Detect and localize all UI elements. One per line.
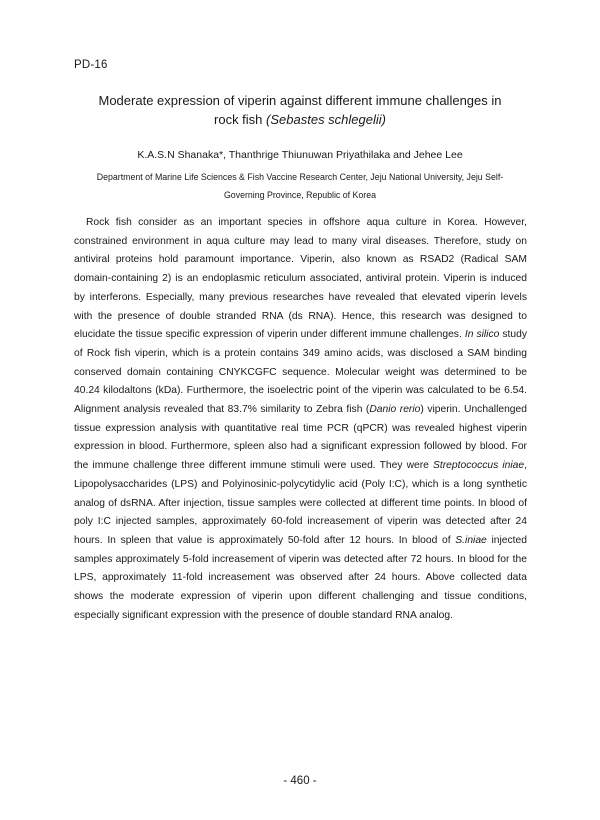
title-line-2: rock fish	[214, 112, 267, 127]
abstract-italic-2: Danio rerio	[369, 404, 421, 416]
page-number: - 460 -	[283, 775, 317, 787]
abstract-italic-4: S.iniae	[455, 534, 487, 546]
abstract-text-4: , Lipopolysaccharides (LPS) and Polyinosinic-polycytidylic acid (Poly I:C), which is a long synthetic analog of dsRNA. After injection, tissue samples were collected at different time points. In blood of poly I:C injected samples, approximately 60-fold increasement of viperin was detected after 24 hours. In spleen that value is approximately 50-fold after 12 hours. In blood of	[74, 460, 527, 546]
abstract-code: PD-16	[74, 59, 108, 71]
abstract-paragraph	[74, 214, 527, 625]
abstract-text-2: study of Rock fish viperin, which is a protein contains 349 amino acids, was disclosed a SAM binding conserved domain containing CNYKCGFC sequence. Molecular weight was determined to be 40.24 kilodaltons (kDa). Furthermore, the isoelectric point of the viperin was calculated to be 6.54. Alignment analysis revealed that 83.7% similarity to Zebra fish (	[74, 329, 527, 416]
affiliation-line-2: Governing Province, Republic of Korea	[223, 190, 377, 200]
author-list: K.A.S.N Shanaka*, Thanthrige Thiunuwan Priyathilaka and Jehee Lee	[137, 149, 463, 161]
abstract-text-5: injected samples approximately 5-fold increasement of viperin was detected after 72 hours. In blood for the LPS, approximately 11-fold increasement was observed after 24 hours. Above collected data shows the moderate expression of viperin upon different challenging and tissue conditions, especially significant expression with the presence of double standard RNA analog.	[74, 534, 527, 621]
abstract-italic-1: In silico	[464, 329, 500, 341]
affiliation-line-1: Department of Marine Life Sciences & Fish Vaccine Research Center, Jeju National University, Jeju Self-	[96, 172, 504, 182]
abstract-text-3: ) viperin. Unchallenged tissue expression analysis with quantitative real time PCR (qPCR) was revealed highest viperin expression in blood. Furthermore, spleen also had a significant expression followed by blood. For the immune challenge three different immune stimuli were used. They were	[74, 404, 527, 472]
title-line-1: Moderate expression of viperin against different immune challenges in	[98, 93, 502, 108]
abstract-body	[74, 214, 527, 625]
abstract-title	[60, 91, 540, 129]
abstract-italic-3: Streptococcus iniae	[433, 460, 525, 472]
title-species: (Sebastes schlegelii)	[266, 112, 386, 127]
abstract-text-1: Rock fish consider as an important species in offshore aqua culture in Korea. However, constrained environment in aqua culture may lead to many viral diseases. Therefore, study on antiviral proteins hold paramount importance. Viperin, also known as RSAD2 (Radical SAM domain-containing 2) is an endoplasmic reticulum associated, antiviral protein. Viperin is induced by interferons. Especially, many previous researches have revealed that elevated viperin levels with the presence of double stranded RNA (ds RNA). Hence, this research was designed to elucidate the tissue specific expression of viperin under different immune challenges.	[74, 217, 527, 341]
affiliation	[80, 168, 520, 204]
